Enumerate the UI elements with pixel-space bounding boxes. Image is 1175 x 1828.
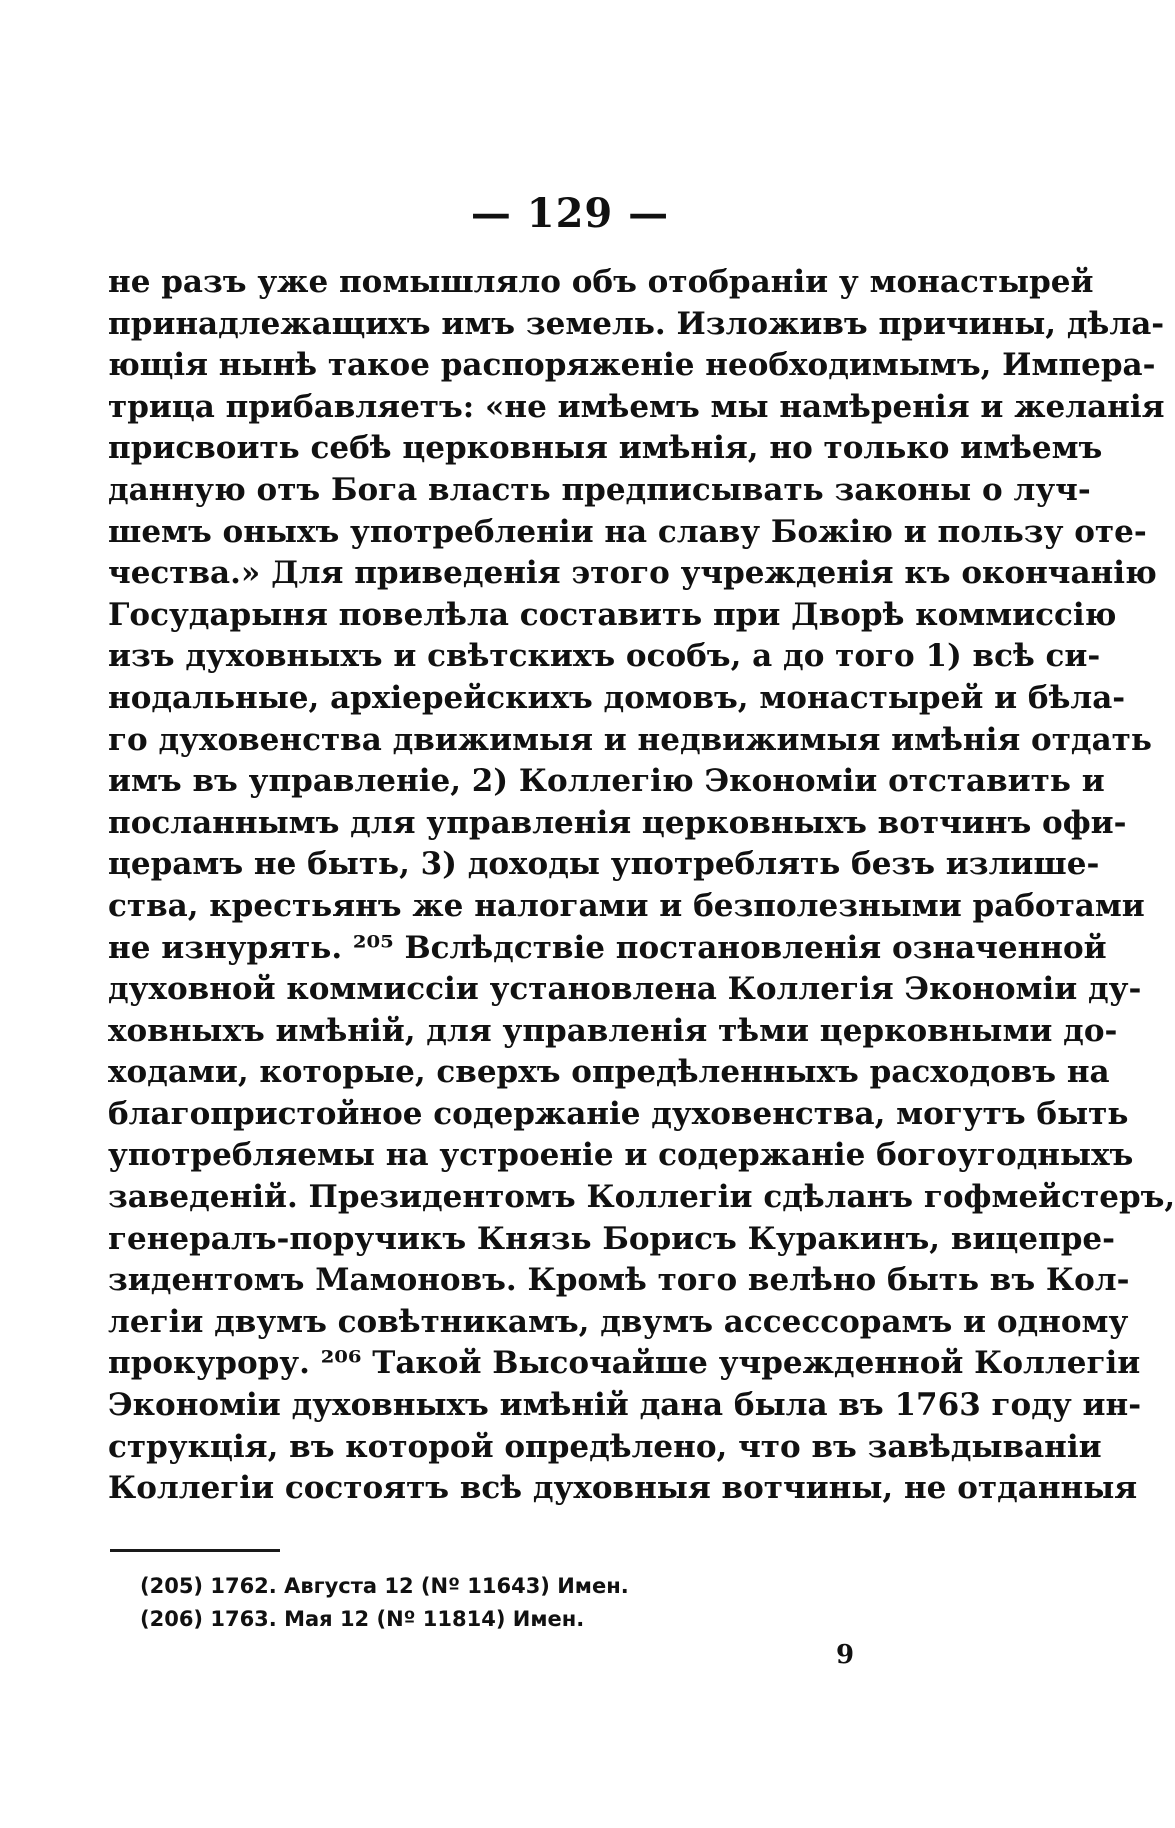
text-line: присвоить себѣ церковныя имѣнія, но только имѣемъ [108,430,1103,467]
text-line: благопристойное содержаніе духовенства, могутъ быть [108,1095,1129,1132]
text-line: струкція, въ которой опредѣлено, что въ завѣдываніи [108,1428,1102,1465]
text-line: ства, крестьянъ же налогами и безполезными работами [108,887,1145,924]
text-line: изъ духовныхъ и свѣтскихъ особъ, а до того 1) всѣ си- [108,638,1101,675]
text-line: шемъ оныхъ употребленіи на славу Божію и пользу оте- [108,513,1147,550]
text-line: ховныхъ имѣній, для управленія тѣми церковными до- [108,1012,1118,1049]
text-line: принадлежащихъ имъ земель. Изложивъ причины, дѣла- [108,305,1165,342]
text-line: заведеній. Президентомъ Коллегіи сдѣланъ гофмейстеръ, [108,1179,1175,1216]
text-line: не изнурять. ²⁰⁵ Вслѣдствіе постановленія означенной [108,929,1107,966]
body-text [108,262,1175,1510]
footnotes [140,1570,940,1636]
text-line: легіи двумъ совѣтникамъ, двумъ ассессорамъ и одному [108,1303,1129,1340]
text-line: прокурору. ²⁰⁶ Такой Высочайше учрежденной Коллегіи [108,1345,1141,1382]
footnote: (206) 1763. Мая 12 (Nº 11814) Имен. [140,1607,585,1631]
text-line: употребляемы на устроеніе и содержаніе богоугодныхъ [108,1137,1134,1174]
printer-signature-mark: 9 [836,1640,855,1670]
text-line: посланнымъ для управленія церковныхъ вотчинъ офи- [108,804,1127,841]
text-line: ющія нынѣ такое распоряженіе необходимымъ, Импера- [108,347,1156,384]
text-line: нодальные, архіерейскихъ домовъ, монастырей и бѣла- [108,679,1126,716]
text-line: чества.» Для приведенія этого учрежденія къ окончанію [108,555,1157,592]
text-line: имъ въ управленіе, 2) Коллегію Экономіи отставить и [108,763,1105,800]
text-line: ходами, которые, сверхъ опредѣленныхъ расходовъ на [108,1054,1110,1091]
page-number: — 129 — [470,190,670,237]
text-line: генералъ-поручикъ Князь Борисъ Куракинъ, вицепре- [108,1220,1115,1257]
text-line: Экономіи духовныхъ имѣній дана была въ 1763 году ин- [108,1387,1142,1424]
footnote: (205) 1762. Августа 12 (Nº 11643) Имен. [140,1574,629,1598]
text-line: Коллегіи состоятъ всѣ духовныя вотчины, не отданныя [108,1470,1138,1507]
footnote-divider [110,1549,280,1552]
text-line: зидентомъ Мамоновъ. Кромѣ того велѣно быть въ Кол- [108,1262,1130,1299]
text-line: не разъ уже помышляло объ отобраніи у монастырей [108,264,1094,300]
text-line: данную отъ Бога власть предписывать законы о луч- [108,471,1091,508]
text-line: трица прибавляетъ: «не имѣемъ мы намѣренія и желанія [108,388,1165,425]
text-line: церамъ не быть, 3) доходы употреблять безъ излише- [108,846,1100,883]
text-line: го духовенства движимыя и недвижимыя имѣнія отдать [108,721,1152,758]
text-line: Государыня повелѣла составить при Дворѣ коммиссію [108,596,1117,633]
text-line: духовной коммиссіи установлена Коллегія Экономіи ду- [108,971,1142,1008]
